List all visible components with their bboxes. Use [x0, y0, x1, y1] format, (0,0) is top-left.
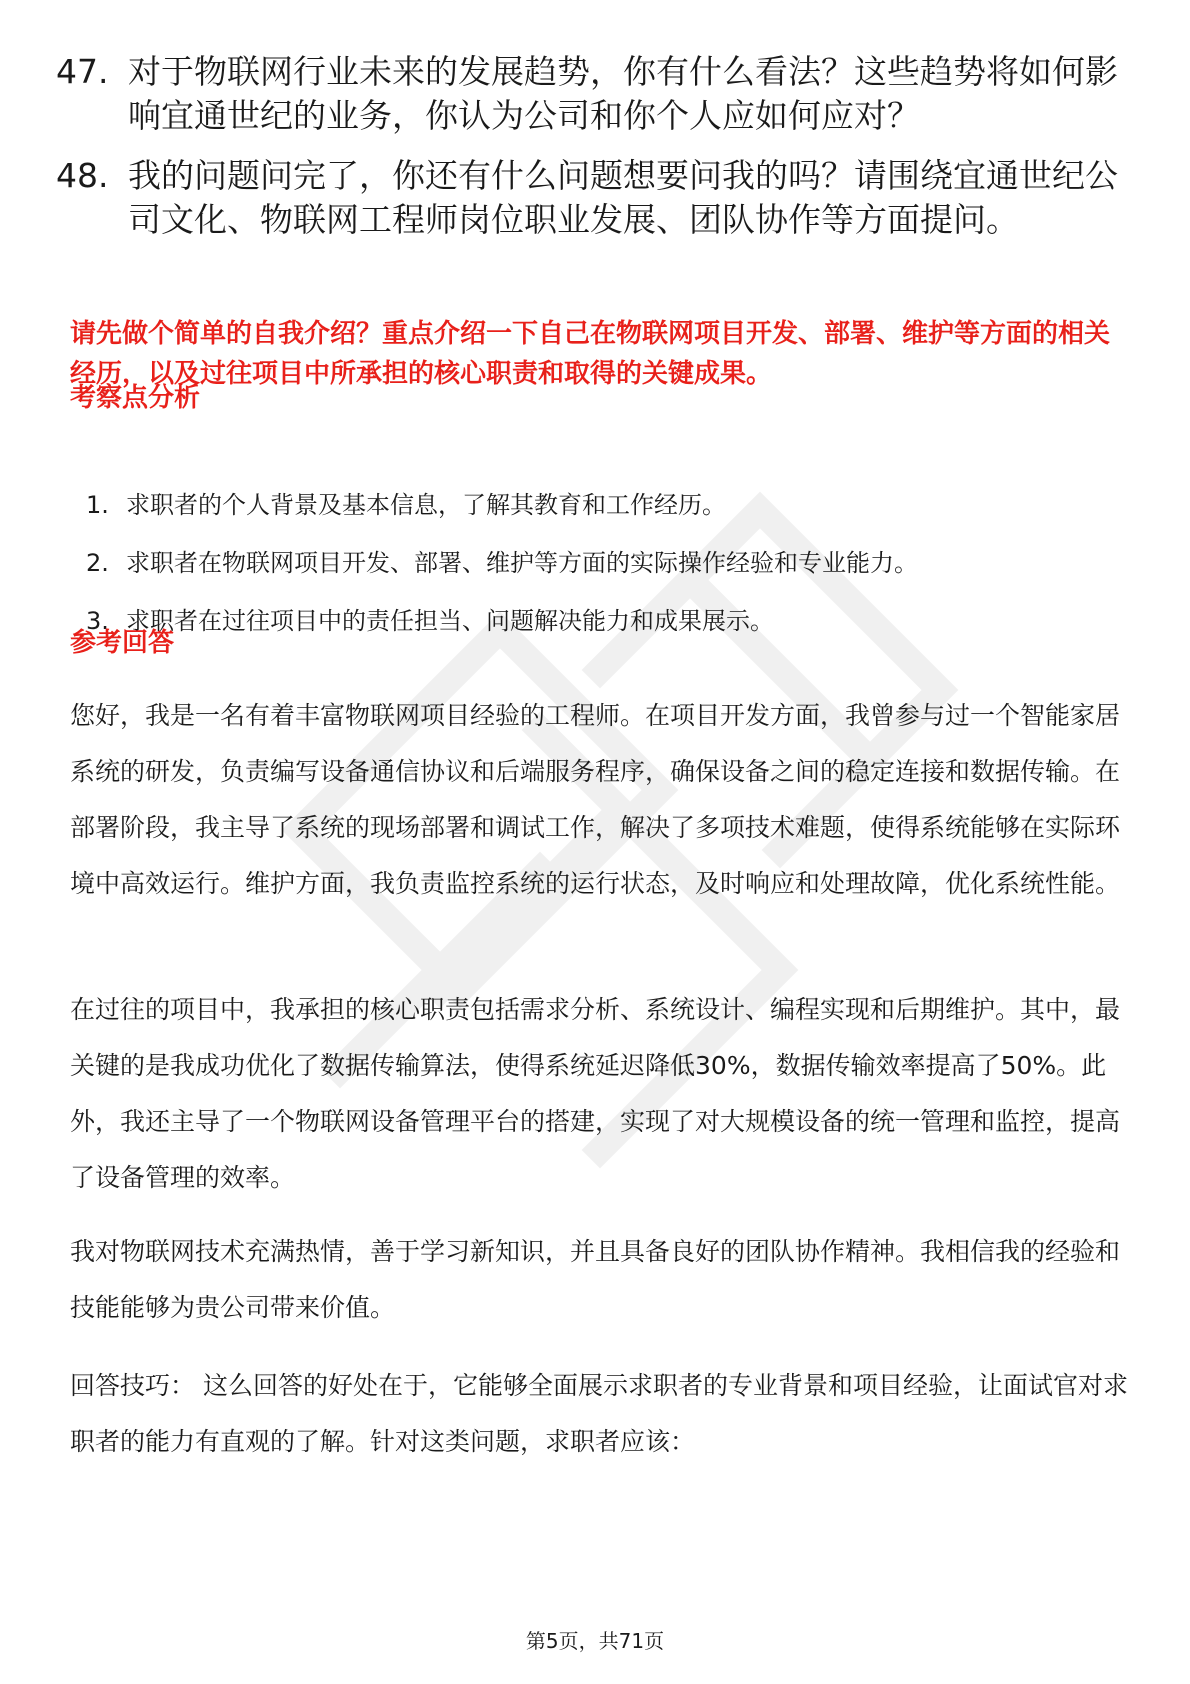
- question-list: [56, 50, 1136, 258]
- question-number: 48.: [56, 156, 109, 195]
- point-number: 3.: [86, 607, 109, 635]
- analysis-point: [86, 488, 1126, 522]
- analysis-point: [86, 604, 1126, 638]
- point-number: 2.: [86, 549, 109, 577]
- question-number: 47.: [56, 52, 109, 91]
- question-item-48: [56, 154, 1136, 242]
- point-text: 求职者在物联网项目开发、部署、维护等方面的实际操作经验和专业能力。: [126, 549, 918, 577]
- point-number: 1.: [86, 491, 109, 519]
- answer-heading: 参考回答: [70, 628, 175, 658]
- page-indicator: 第5页，共71页: [525, 1629, 665, 1653]
- analysis-point: [86, 546, 1126, 580]
- answer-tip-paragraph: 回答技巧： 这么回答的好处在于，它能够全面展示求职者的专业背景和项目经验，让面试官对求职者的能力有直观的了解。针对这类问题，求职者应该：: [70, 1371, 1128, 1456]
- answer-paragraph: 我对物联网技术充满热情，善于学习新知识，并且具备良好的团队协作精神。我相信我的经验和技能能够为贵公司带来价值。: [70, 1237, 1121, 1322]
- answer-paragraph: 在过往的项目中，我承担的核心职责包括需求分析、系统设计、编程实现和后期维护。其中，最关键的是我成功优化了数据传输算法，使得系统延迟降低30%，数据传输效率提高了50%。此外，我还主导了一个物联网设备管理平台的搭建，实现了对大规模设备的统一管理和监控，提高了设备管理的效率。: [70, 995, 1121, 1192]
- question-text: 对于物联网行业未来的发展趋势，你有什么看法？这些趋势将如何影响宜通世纪的业务，你认为公司和你个人应如何应对？: [128, 52, 1118, 135]
- analysis-heading: 考察点分析: [70, 383, 201, 413]
- question-title: 请先做个简单的自我介绍？重点介绍一下自己在物联网项目开发、部署、维护等方面的相关经历，以及过往项目中所承担的核心职责和取得的关键成果。: [70, 319, 1111, 389]
- analysis-points: [86, 488, 1126, 662]
- question-item-47: [56, 50, 1136, 138]
- point-text: 求职者的个人背景及基本信息，了解其教育和工作经历。: [126, 491, 726, 519]
- question-text: 我的问题问完了，你还有什么问题想要问我的吗？请围绕宜通世纪公司文化、物联网工程师岗位职业发展、团队协作等方面提问。: [128, 156, 1118, 239]
- point-text: 求职者在过往项目中的责任担当、问题解决能力和成果展示。: [126, 607, 774, 635]
- answer-paragraph: 您好，我是一名有着丰富物联网项目经验的工程师。在项目开发方面，我曾参与过一个智能家居系统的研发，负责编写设备通信协议和后端服务程序，确保设备之间的稳定连接和数据传输。在部署阶段，我主导了系统的现场部署和调试工作，解决了多项技术难题，使得系统能够在实际环境中高效运行。维护方面，我负责监控系统的运行状态，及时响应和处理故障，优化系统性能。: [70, 701, 1121, 898]
